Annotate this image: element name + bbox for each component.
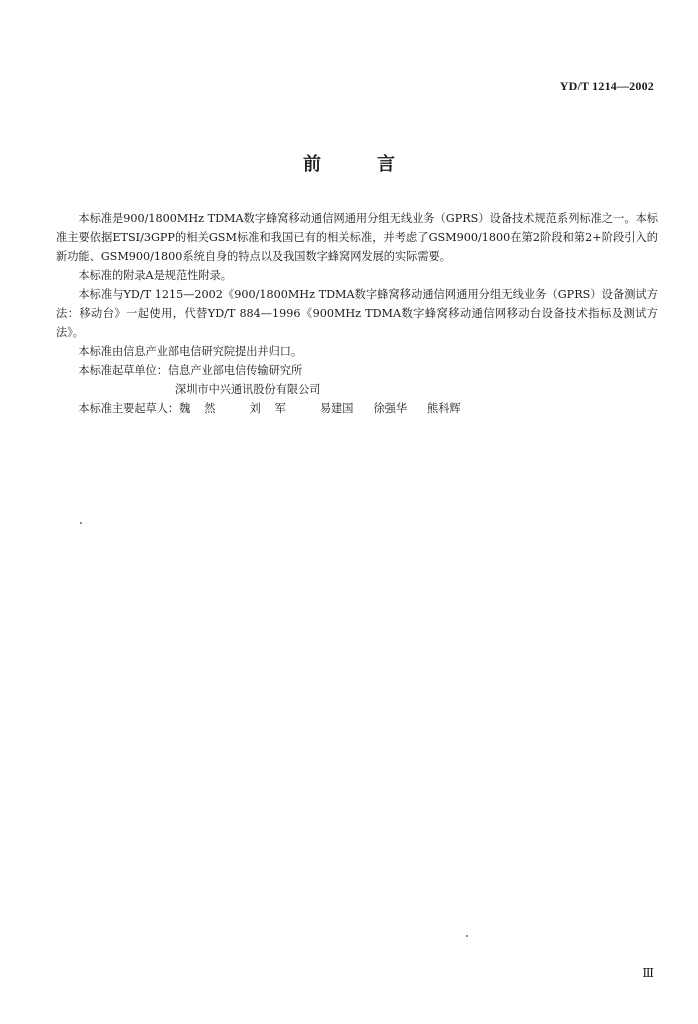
drafter-name: 熊科辉 xyxy=(427,402,461,415)
drafting-unit-2: 深圳市中兴通讯股份有限公司 xyxy=(175,383,321,396)
drafters-label: 本标准主要起草人： xyxy=(78,402,180,415)
scan-speck xyxy=(80,522,82,524)
paragraph-appendix: 本标准的附录A是规范性附录。 xyxy=(78,269,232,282)
drafting-unit-1: 信息产业部电信传输研究所 xyxy=(167,364,303,377)
paragraph-scope: 本标准是900/1800MHz TDMA数字蜂窝移动通信网通用分组无线业务（GPRS）设备技术规范系列标准之一。本标准主要依据ETSI/3GPP的相关GSM标准和我国已有的相关标准，并考虑了GSM900/1800在第2阶段和第2+阶段引入的新功能、GSM900/1800系统自身的特点以及我国数字蜂窝网发展的实际需要。 xyxy=(56,212,658,263)
preface-body xyxy=(56,209,658,418)
drafter-name: 刘军 xyxy=(249,402,300,415)
paragraph-proposer: 本标准由信息产业部电信研究院提出并归口。 xyxy=(78,345,303,358)
drafting-units-label: 本标准起草单位： xyxy=(78,364,168,377)
page-number: Ⅲ xyxy=(642,966,654,980)
drafter-name: 魏然 xyxy=(179,402,230,415)
paragraph-related-standards: 本标准与YD/T 1215—2002《900/1800MHz TDMA数字蜂窝移动通信网通用分组无线业务（GPRS）设备测试方法：移动台》一起使用，代替YD/T 884—1996《900MHz TDMA数字蜂窝移动通信网移动台设备技术指标及测试方法》。 xyxy=(56,288,658,339)
drafting-units-line xyxy=(56,361,658,380)
drafter-name: 易建国 xyxy=(319,402,354,415)
standard-code: YD/T 1214—2002 xyxy=(559,79,654,93)
drafters-line xyxy=(56,399,658,418)
drafter-name: 徐强华 xyxy=(373,402,408,415)
page-title: 前言 xyxy=(303,154,451,175)
scan-speck xyxy=(466,935,468,937)
